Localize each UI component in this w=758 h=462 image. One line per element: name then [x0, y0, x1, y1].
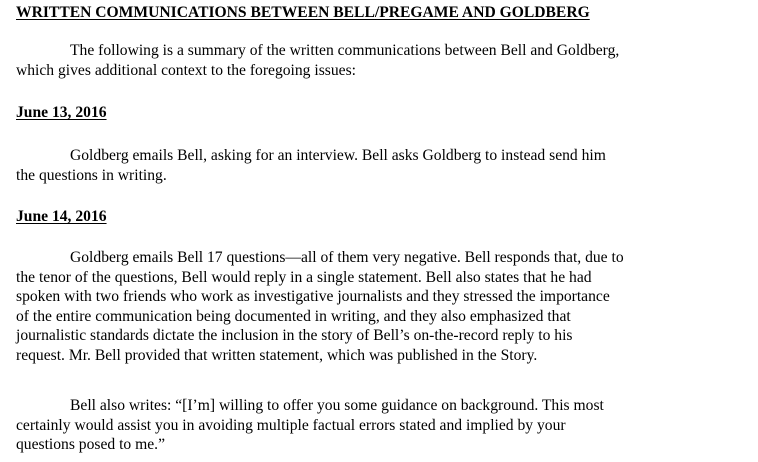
paragraph-line: Goldberg emails Bell, asking for an interview. Bell asks Goldberg to instead send him: [70, 147, 606, 164]
date-heading-june-13: June 13, 2016: [16, 104, 107, 121]
paragraph-line: certainly would assist you in avoiding multiple factual errors stated and implied by your: [16, 416, 566, 434]
paragraph-line: the tenor of the questions, Bell would reply in a single statement. Bell also states that he had: [16, 268, 592, 286]
paragraph-line: of the entire communication being documented in writing, and they also emphasized that: [16, 307, 571, 325]
paragraph-line: Bell also writes: “[I’m] willing to offer you some guidance on background. This most: [70, 397, 604, 414]
paragraph-line: spoken with two friends who work as investigative journalists and they stressed the importance: [16, 288, 610, 305]
paragraph-line: request. Mr. Bell provided that written statement, which was published in the Story.: [16, 346, 538, 364]
paragraph-line: the questions in writing.: [16, 166, 167, 184]
paragraph-june-14-a: [16, 248, 751, 365]
section-heading: WRITTEN COMMUNICATIONS BETWEEN BELL/PREGAME AND GOLDBERG: [16, 4, 590, 21]
paragraph-june-14-b: [16, 396, 751, 455]
paragraph-june-13: [16, 146, 751, 185]
paragraph-line: questions posed to me.”: [16, 436, 165, 453]
paragraph-line: journalistic standards dictate the inclusion in the story of Bell’s on-the-record reply to his: [16, 327, 573, 344]
paragraph-line: The following is a summary of the written communications between Bell and Goldberg,: [70, 42, 620, 59]
date-heading-june-14: June 14, 2016: [16, 208, 107, 225]
paragraph-line: which gives additional context to the foregoing issues:: [16, 61, 356, 79]
intro-paragraph: [16, 41, 751, 80]
paragraph-line: Goldberg emails Bell 17 questions—all of them very negative. Bell responds that, due to: [70, 249, 624, 266]
